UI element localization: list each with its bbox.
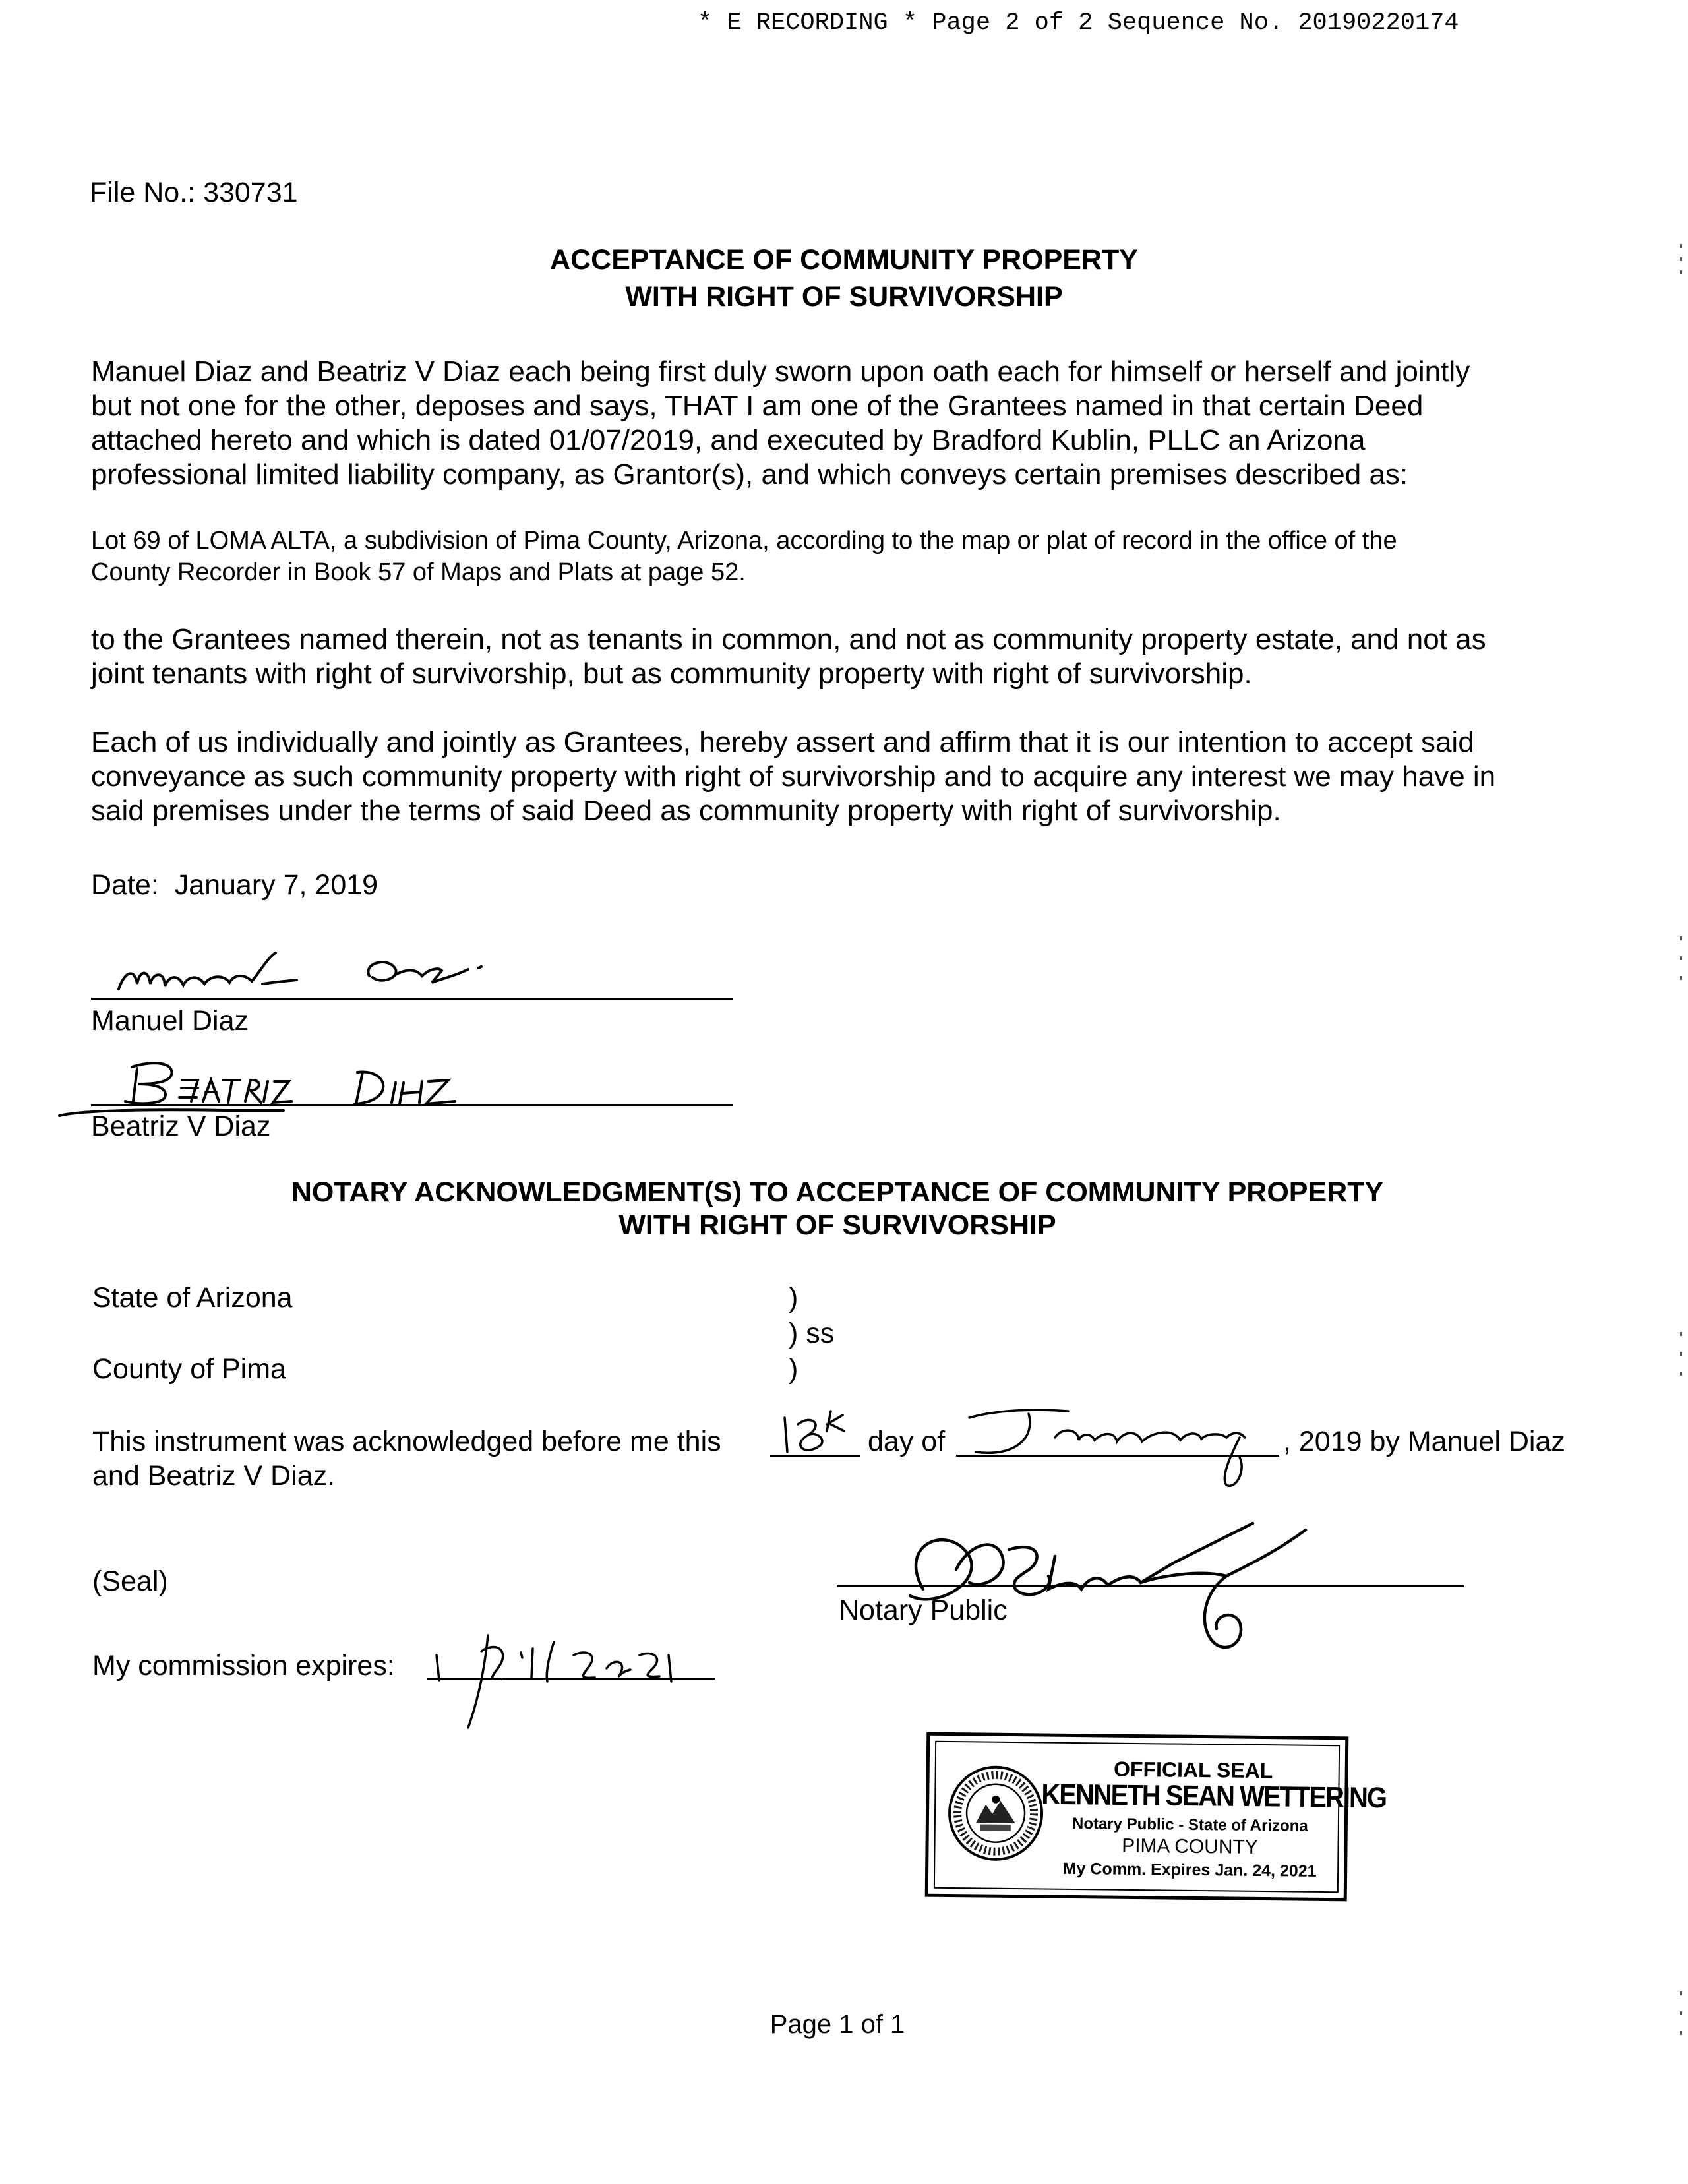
intro-line: but not one for the other, deposes and says, THAT I am one of the Grantees named in that certain Deed <box>91 390 1424 422</box>
recording-header: * E RECORDING * Page 2 of 2 Sequence No. 20190220174 <box>698 9 1459 37</box>
venue-paren-3: ) <box>789 1353 799 1385</box>
signature-line-1 <box>91 998 733 1000</box>
seal-expiration: My Comm. Expires Jan. 24, 2021 <box>1062 1859 1317 1881</box>
legal-line: County Recorder in Book 57 of Maps and Plats at page 52. <box>91 559 746 586</box>
grantees-paragraph <box>91 622 1486 691</box>
ack-text-part3: , 2019 by Manuel Diaz <box>1283 1426 1565 1457</box>
intro-line: Manuel Diaz and Beatriz V Diaz each being first duly sworn upon oath each for himself or herself and jointly <box>91 355 1470 388</box>
intro-paragraph <box>91 355 1470 492</box>
seal-notary-name: KENNETH SEAN WETTERING <box>1041 1778 1387 1815</box>
commission-label: My commission expires: <box>92 1650 395 1682</box>
grantees-line: to the Grantees named therein, not as tenants in common, and not as community property estate, and not as <box>91 623 1486 655</box>
page-footer: Page 1 of 1 <box>769 2010 905 2039</box>
notary-public-label: Notary Public <box>839 1594 1008 1626</box>
signature-line-2 <box>91 1104 733 1106</box>
official-notary-seal <box>925 1732 1387 1902</box>
intro-line: attached hereto and which is dated 01/07/2019, and executed by Bradford Kublin, PLLC an Arizona <box>91 424 1366 456</box>
intention-line: Each of us individually and jointly as Grantees, hereby assert and affirm that it is our intention to accept said <box>91 726 1474 758</box>
ack-day-handwritten <box>771 1405 857 1457</box>
file-number <box>90 177 298 209</box>
document-title-line1: ACCEPTANCE OF COMMUNITY PROPERTY <box>550 244 1138 276</box>
venue-paren-1: ) <box>789 1282 799 1314</box>
date-line <box>91 869 378 901</box>
ack-text-line2: and Beatriz V Diaz. <box>92 1460 336 1492</box>
ack-text-part1: This instrument was acknowledged before me this <box>92 1426 721 1457</box>
seal-title: OFFICIAL SEAL <box>1113 1757 1273 1783</box>
date-value: January 7, 2019 <box>174 869 378 901</box>
file-number-value: 330731 <box>203 177 298 208</box>
venue-ss: ) ss <box>789 1318 835 1349</box>
grantees-line: joint tenants with right of survivorship, but as community property with right of survivorship. <box>91 657 1252 690</box>
legal-line: Lot 69 of LOMA ALTA, a subdivision of Pima County, Arizona, according to the map or plat of record in the office of the <box>91 527 1397 555</box>
seal-label: (Seal) <box>92 1565 168 1597</box>
arizona-state-seal-emblem <box>946 1763 1046 1864</box>
seal-state-line: Notary Public - State of Arizona <box>1071 1814 1308 1835</box>
venue-county: County of Pima <box>92 1353 286 1385</box>
ack-text-part2: day of <box>868 1426 946 1457</box>
intention-paragraph <box>91 725 1495 828</box>
seal-county: PIMA COUNTY <box>1122 1835 1259 1858</box>
ack-month-handwritten <box>956 1398 1286 1497</box>
intention-line: said premises under the terms of said Deed as community property with right of survivorship. <box>91 795 1281 827</box>
file-number-label: File No.: <box>90 177 196 208</box>
legal-description <box>91 525 1397 588</box>
notary-title-line1: NOTARY ACKNOWLEDGMENT(S) TO ACCEPTANCE OF COMMUNITY PROPERTY <box>291 1176 1384 1208</box>
notary-signature-line <box>837 1585 1464 1587</box>
commission-date-handwritten <box>422 1629 725 1734</box>
intro-line: professional limited liability company, as Grantor(s), and which conveys certain premises described as: <box>91 458 1408 491</box>
intention-line: conveyance as such community property with right of survivorship and to acquire any interest we may have in <box>91 760 1496 793</box>
scan-edge-artifacts <box>1675 79 1688 2123</box>
date-label: Date: <box>91 869 159 901</box>
venue-state: State of Arizona <box>92 1282 293 1314</box>
notary-title-line2: WITH RIGHT OF SURVIVORSHIP <box>618 1209 1056 1241</box>
signer-name-1: Manuel Diaz <box>91 1005 249 1037</box>
document-title-line2: WITH RIGHT OF SURVIVORSHIP <box>625 281 1063 313</box>
notary-signature <box>857 1517 1345 1662</box>
signer-name-2: Beatriz V Diaz <box>91 1110 271 1142</box>
manuel-diaz-signature <box>99 943 626 1002</box>
